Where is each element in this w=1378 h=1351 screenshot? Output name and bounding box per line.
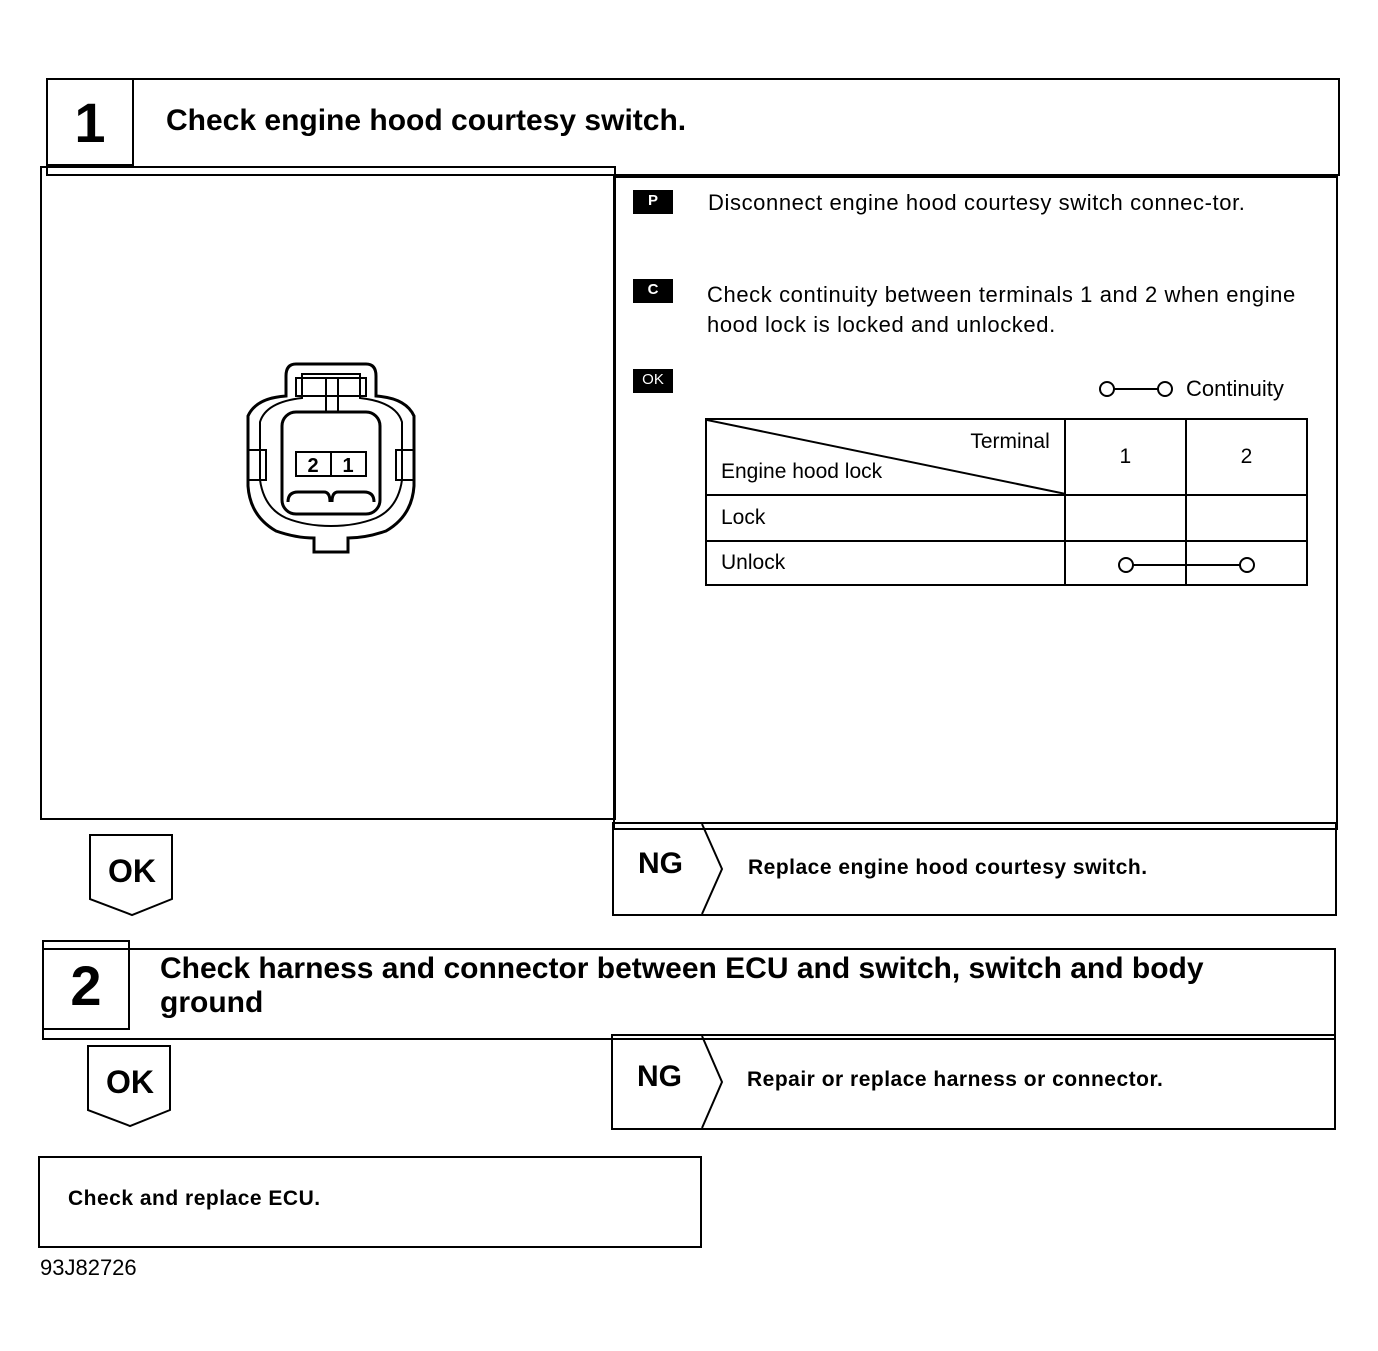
- continuity-start-dot: [1066, 542, 1188, 586]
- badge-c: C: [633, 279, 673, 303]
- continuity-legend-symbol: [1096, 378, 1180, 400]
- step2-ng-label: NG: [637, 1060, 682, 1093]
- instruction-check-continuity: Check continuity between terminals 1 and 2 when engine hood lock is locked and unlocked.: [707, 282, 1296, 337]
- connector-diagram: [236, 356, 426, 566]
- step2-ng-chevron: [700, 1034, 726, 1130]
- step1-ok-arrow: [88, 833, 176, 917]
- step1-ng-chevron: [700, 822, 726, 916]
- step2-title: Check harness and connector between ECU and switch, switch and body ground: [160, 952, 1204, 1019]
- cell-unlock-1: [1065, 541, 1186, 585]
- corner-hood-lock-label: Engine hood lock: [721, 460, 883, 483]
- step1-ng-action: Replace engine hood courtesy switch.: [748, 856, 1148, 879]
- step2-ok-label: OK: [106, 1064, 154, 1100]
- badge-p: P: [633, 190, 673, 214]
- row-label-unlock: Unlock: [706, 541, 1065, 585]
- figure-code: 93J82726: [40, 1255, 137, 1280]
- step1-number: 1: [46, 78, 134, 166]
- final-action-text: Check and replace ECU.: [68, 1187, 321, 1210]
- step2-number: 2: [42, 940, 130, 1030]
- row-label-lock: Lock: [706, 495, 1065, 541]
- connector-pin-2: 2: [307, 455, 319, 477]
- step2-ok-arrow: [86, 1044, 174, 1128]
- table-corner-cell: [706, 419, 1065, 495]
- badge-ok: OK: [633, 369, 673, 393]
- continuity-legend-label: Continuity: [1186, 376, 1284, 401]
- continuity-end-dot: [1187, 542, 1307, 586]
- step2-ng-action: Repair or replace harness or connector.: [747, 1068, 1164, 1091]
- cell-unlock-2: [1186, 541, 1307, 585]
- step1-ng-label: NG: [638, 847, 683, 880]
- column-header-2: 2: [1186, 419, 1307, 495]
- corner-terminal-label: Terminal: [970, 430, 1050, 453]
- cell-lock-2: [1186, 495, 1307, 541]
- connector-pin-1: 1: [342, 455, 354, 477]
- cell-lock-1: [1065, 495, 1186, 541]
- step1-title: Check engine hood courtesy switch.: [166, 104, 687, 137]
- step1-ok-label: OK: [108, 853, 156, 889]
- instruction-disconnect: Disconnect engine hood courtesy switch connec-tor.: [708, 190, 1246, 215]
- column-header-1: 1: [1065, 419, 1186, 495]
- continuity-table: [705, 418, 1308, 586]
